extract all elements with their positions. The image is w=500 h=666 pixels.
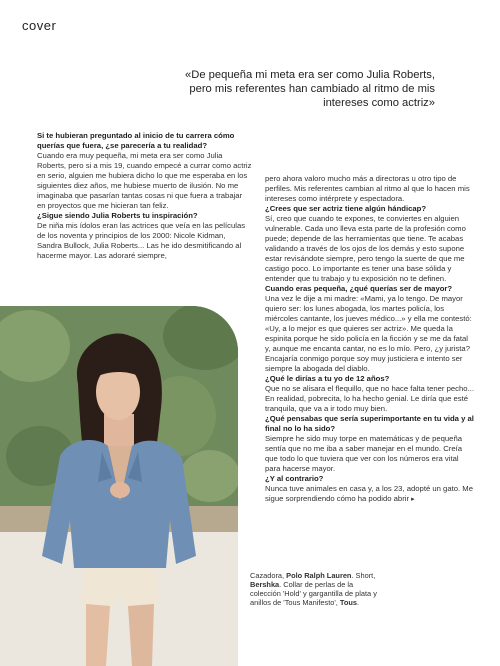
caption-text: Cazadora, — [250, 571, 287, 580]
answer-paragraph: Sí, creo que cuando te expones, te conviertes en alguien vulnerable. Cada uno lleva esta parte de la profesión como puede; depende de las herramientas que tiene. Te acabas validando a través de los ojos de los demás y esto supone estar revisándote siempre, pero tengo la suerte de que me castigo poco. Lo importante es tener una base sólida y entender que tu trabajo y tu exposición no te definen. — [265, 214, 466, 283]
caption-text: . — [357, 598, 360, 607]
caption-text: . Collar de perlas de la colección 'Hold' y gargantilla de plata y anillos de 'Tous Manifesto', — [250, 580, 377, 607]
continue-arrow-icon: ▸ — [411, 496, 415, 503]
question-paragraph: ¿Y al contrario? — [265, 474, 324, 483]
question-paragraph: Si te hubieran preguntado al inicio de tu carrera cómo querías que fuera, ¿se parecería a tu realidad? — [37, 131, 235, 150]
answer-paragraph: De niña mis ídolos eran las actrices que veía en las películas de los noventa y principios de los 2000: Nicole Kidman, Sandra Bullock, Julia Roberts... Las he ido desmitificando al hacerme mayor. Las adoraré siempre, — [37, 221, 246, 260]
question-paragraph: Cuando eras pequeña, ¿qué querías ser de mayor? — [265, 284, 453, 293]
question-paragraph: ¿Sigue siendo Julia Roberts tu inspiración? — [37, 211, 198, 220]
question-paragraph: ¿Crees que ser actriz tiene algún hándicap? — [265, 204, 427, 213]
question-paragraph: ¿Qué le dirías a tu yo de 12 años? — [265, 374, 390, 383]
interview-column-left — [37, 131, 252, 261]
photo-caption — [250, 571, 380, 607]
pull-quote: «De pequeña mi meta era ser como Julia Roberts, pero mis referentes han cambiado al ritmo de mis intereses como actriz» — [185, 69, 435, 109]
section-label: cover — [22, 18, 57, 33]
answer-paragraph: Una vez le dije a mi madre: «Mami, ya lo tengo. De mayor quiero ser: los lunes abogada, los martes policía, los miércoles cantante, los jueves médico...» y ella me contestó: «Uy, a lo mejor es que quieres ser actriz». Me queda la espinita porque he sido policía en la ficción y se me da fatal y, aunque me encanta cantar, no es lo mío. Pero, ¿y jurista? Encajaría conmigo porque soy muy justiciera e intento ser siempre la abogada del diablo. — [265, 294, 472, 373]
answer-paragraph — [265, 484, 475, 505]
question-paragraph: ¿Qué pensabas que sería superimportante en tu vida y al final no lo ha sido? — [265, 414, 474, 433]
interview-column-right — [265, 174, 475, 505]
caption-text: . Short, — [351, 571, 376, 580]
answer-paragraph: pero ahora valoro mucho más a directoras u otro tipo de perfiles. Mis referentes cambian al ritmo al que lo hacen mis intereses como intérprete y espectadora. — [265, 174, 470, 203]
portrait-illustration — [0, 306, 238, 666]
answer-paragraph: Que no se alisara el flequillo, que no hace falta tener pecho... En realidad, pobrecita, lo ha hecho genial. Le diría que esté tranquila, que va a ir todo muy bien. — [265, 384, 474, 413]
answer-text: Nunca tuve animales en casa y, a los 23, adopté un gato. Me sigue sorprendiendo cómo ha podido abrir — [265, 484, 473, 503]
caption-brand: Polo Ralph Lauren — [286, 571, 352, 580]
caption-brand: Bershka — [250, 580, 280, 589]
answer-paragraph: Siempre he sido muy torpe en matemáticas y de pequeña sentía que no me iba a saber manejar en el mundo. Creía que todo lo que tuviera que ver con los números era vital para hacerse mayor. — [265, 434, 463, 473]
answer-paragraph: Cuando era muy pequeña, mi meta era ser como Julia Roberts, pero si a mis 19, cuando empecé a currar como actriz en serio, alguien me hubiera dicho lo que me esperaba en los siguientes diez años, me hubiese muerto de ilusión. No me imaginaba que pasarían tantas cosas ni que fuera a trabajar en proyectos que me hicieran tan feliz. — [37, 151, 252, 210]
portrait-photo — [0, 306, 238, 666]
caption-brand: Tous — [339, 598, 358, 607]
